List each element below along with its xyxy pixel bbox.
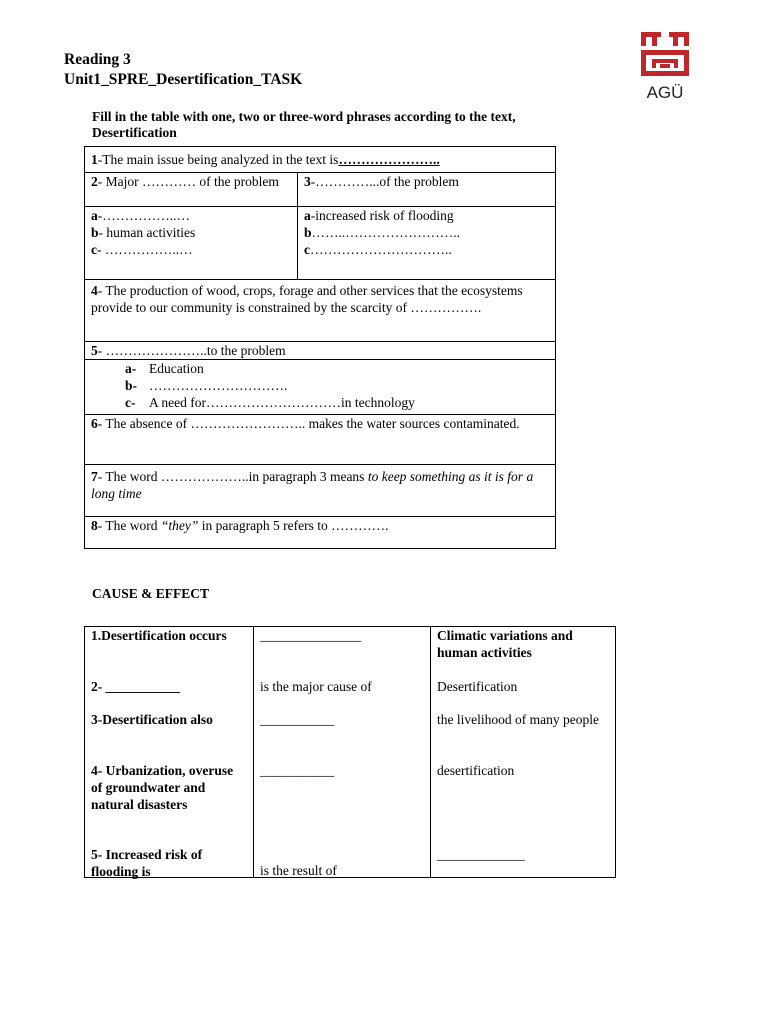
relation-1[interactable]: _______________ <box>260 628 362 643</box>
cause-effect-table <box>84 626 616 878</box>
list-item[interactable]: b……..…………………….. <box>304 225 461 240</box>
effect-4: desertification <box>437 763 515 778</box>
question-5: 5- …………………..to the problem <box>85 342 556 360</box>
reading-title: Reading 3 <box>64 51 131 68</box>
task-title: Unit1_SPRE_Desertification_TASK <box>64 71 303 88</box>
effect-column <box>431 627 616 878</box>
list-item[interactable]: c………………………….. <box>304 242 452 257</box>
list-item: a- Education <box>125 361 204 376</box>
effect-1: Climatic variations and human activities <box>437 628 573 660</box>
list-item[interactable]: c- ……………..… <box>91 242 193 257</box>
relation-column <box>254 627 431 878</box>
document-header <box>64 50 302 90</box>
effect-3: the livelihood of many people <box>437 712 599 727</box>
agu-logo-text: AGÜ <box>646 83 684 102</box>
relation-2: is the major cause of <box>260 679 372 694</box>
question-2-items <box>85 207 298 280</box>
list-item[interactable]: b- …………………………. <box>125 378 288 393</box>
question-8: 8- The word “they” in paragraph 5 refers to …………. <box>85 517 556 549</box>
effect-2: Desertification <box>437 679 518 694</box>
cause-2[interactable]: 2- ___________ <box>91 679 180 694</box>
cause-column <box>85 627 254 878</box>
effect-5[interactable]: _____________ <box>437 847 525 862</box>
question-3-items <box>298 207 556 280</box>
list-item: a-increased risk of flooding <box>304 208 454 223</box>
list-item: b- human activities <box>91 225 196 240</box>
task-table <box>84 146 556 549</box>
relation-3[interactable]: ___________ <box>260 712 335 727</box>
cause-3: 3-Desertification also <box>91 712 213 727</box>
relation-5: is the result of <box>260 863 337 878</box>
relation-4[interactable]: ___________ <box>260 763 335 778</box>
question-4: 4- The production of wood, crops, forage and other services that the ecosystems provide to our community is constrained by the scarcity of ……………. <box>85 280 556 342</box>
cause-5: 5- Increased risk of flooding is <box>91 847 203 879</box>
list-item[interactable]: c- A need for…………………………in technology <box>125 395 415 410</box>
cause-4: 4- Urbanization, overuse of groundwater and natural disasters <box>91 763 234 812</box>
agu-logo-mark-icon <box>638 30 692 80</box>
question-3: 3-…………...of the problem <box>298 173 556 207</box>
instructions: Fill in the table with one, two or three-word phrases according to the text, Desertification <box>92 109 516 140</box>
question-7: 7- The word ………………..in paragraph 3 means to keep something as it is for a long time <box>85 465 556 517</box>
question-2: 2- Major ………… of the problem <box>85 173 298 207</box>
question-6: 6- The absence of …………………….. makes the water sources contaminated. <box>85 415 556 465</box>
agu-logo <box>638 30 692 102</box>
cause-1: 1.Desertification occurs <box>91 628 227 643</box>
question-1: 1-The main issue being analyzed in the text is………………….. <box>85 147 556 173</box>
answer-blank[interactable]: ………………….. <box>338 152 440 167</box>
list-item[interactable]: a-……………..… <box>91 208 190 223</box>
cause-effect-title: CAUSE & EFFECT <box>92 586 210 601</box>
question-5-items <box>85 360 556 415</box>
